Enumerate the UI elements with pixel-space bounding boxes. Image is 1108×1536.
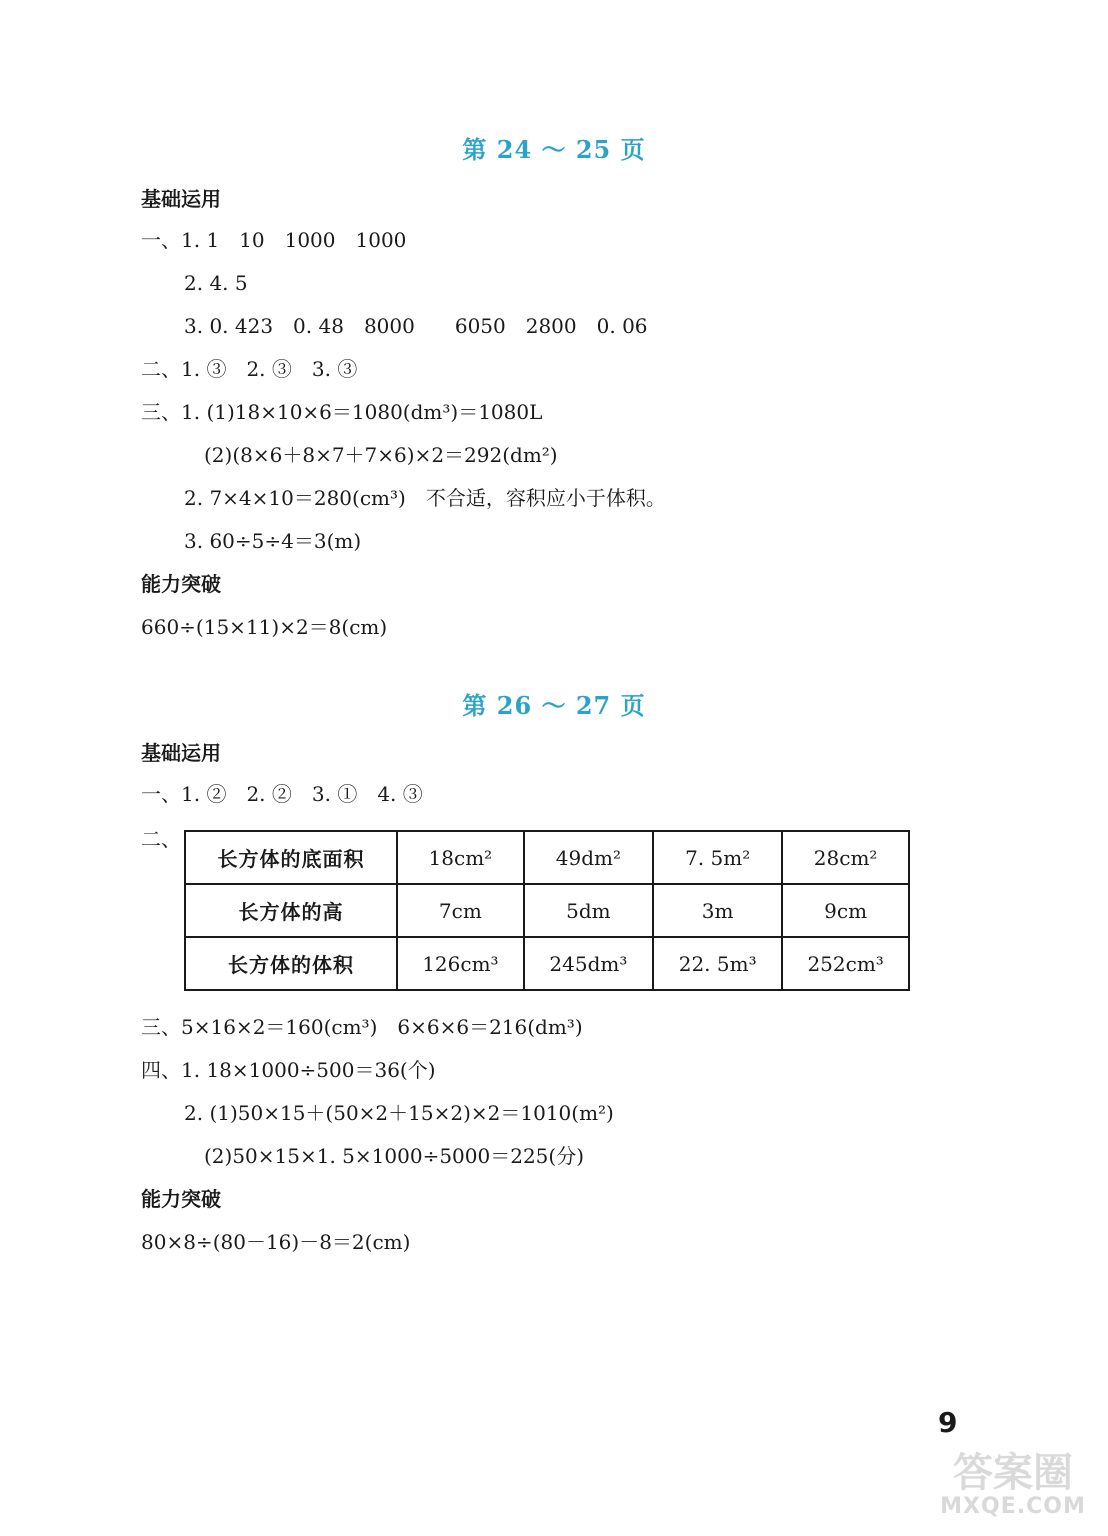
answer-line: 2. 4. 5 [184, 271, 248, 295]
watermark-top-text: 答案圈 [953, 1450, 1073, 1496]
table-cell: 252cm³ [782, 937, 909, 990]
table-row [185, 937, 909, 990]
answer-line: (2)(8×6＋8×7＋7×6)×2＝292(dm²) [204, 443, 558, 467]
page-number: 9 [938, 1406, 958, 1439]
basic-heading: 基础运用 [141, 187, 221, 211]
table-row-header: 长方体的底面积 [185, 831, 397, 884]
table-row [185, 884, 909, 937]
ability-heading: 能力突破 [141, 1187, 221, 1211]
cuboid-table [184, 830, 910, 991]
answer-line: 2. 7×4×10＝280(cm³) 不合适，容积应小于体积。 [184, 486, 666, 510]
table-cell: 245dm³ [524, 937, 653, 990]
table-cell: 126cm³ [397, 937, 524, 990]
answer-line: (2)50×15×1. 5×1000÷5000＝225(分) [204, 1144, 584, 1168]
table-row [185, 831, 909, 884]
basic-heading: 基础运用 [141, 741, 221, 765]
table-cell: 9cm [782, 884, 909, 937]
answer-line: 二、 [141, 827, 181, 851]
watermark-logo [928, 1452, 1098, 1526]
section-title-24-25: 第 24 ～ 25 页 [462, 135, 646, 164]
table-cell: 18cm² [397, 831, 524, 884]
answer-line: 三、5×16×2＝160(cm³) 6×6×6＝216(dm³) [141, 1015, 583, 1039]
ability-heading: 能力突破 [141, 572, 221, 596]
table-cell: 5dm [524, 884, 653, 937]
answer-line: 二、1. ③ 2. ③ 3. ③ [141, 357, 358, 381]
answer-line: 2. (1)50×15＋(50×2＋15×2)×2＝1010(m²) [184, 1101, 614, 1125]
table-cell: 28cm² [782, 831, 909, 884]
ability-answer-line: 660÷(15×11)×2＝8(cm) [141, 615, 388, 639]
table-cell: 49dm² [524, 831, 653, 884]
answer-line: 一、1. 1 10 1000 1000 [141, 228, 407, 252]
table-row-header: 长方体的体积 [185, 937, 397, 990]
answer-line: 三、1. (1)18×10×6＝1080(dm³)＝1080L [141, 400, 543, 424]
answer-line: 3. 60÷5÷4＝3(m) [184, 529, 362, 553]
answer-line: 3. 0. 423 0. 48 8000 6050 2800 0. 06 [184, 314, 648, 338]
table-cell: 7cm [397, 884, 524, 937]
table-cell: 22. 5m³ [653, 937, 782, 990]
answer-line: 四、1. 18×1000÷500＝36(个) [141, 1058, 436, 1082]
table-cell: 7. 5m² [653, 831, 782, 884]
ability-answer-line: 80×8÷(80－16)－8＝2(cm) [141, 1230, 411, 1254]
section-title-26-27: 第 26 ～ 27 页 [462, 691, 646, 720]
table-row-header: 长方体的高 [185, 884, 397, 937]
table-cell: 3m [653, 884, 782, 937]
watermark-bottom-text: MXQE.COM [940, 1494, 1086, 1519]
answer-line: 一、1. ② 2. ② 3. ① 4. ③ [141, 782, 423, 806]
